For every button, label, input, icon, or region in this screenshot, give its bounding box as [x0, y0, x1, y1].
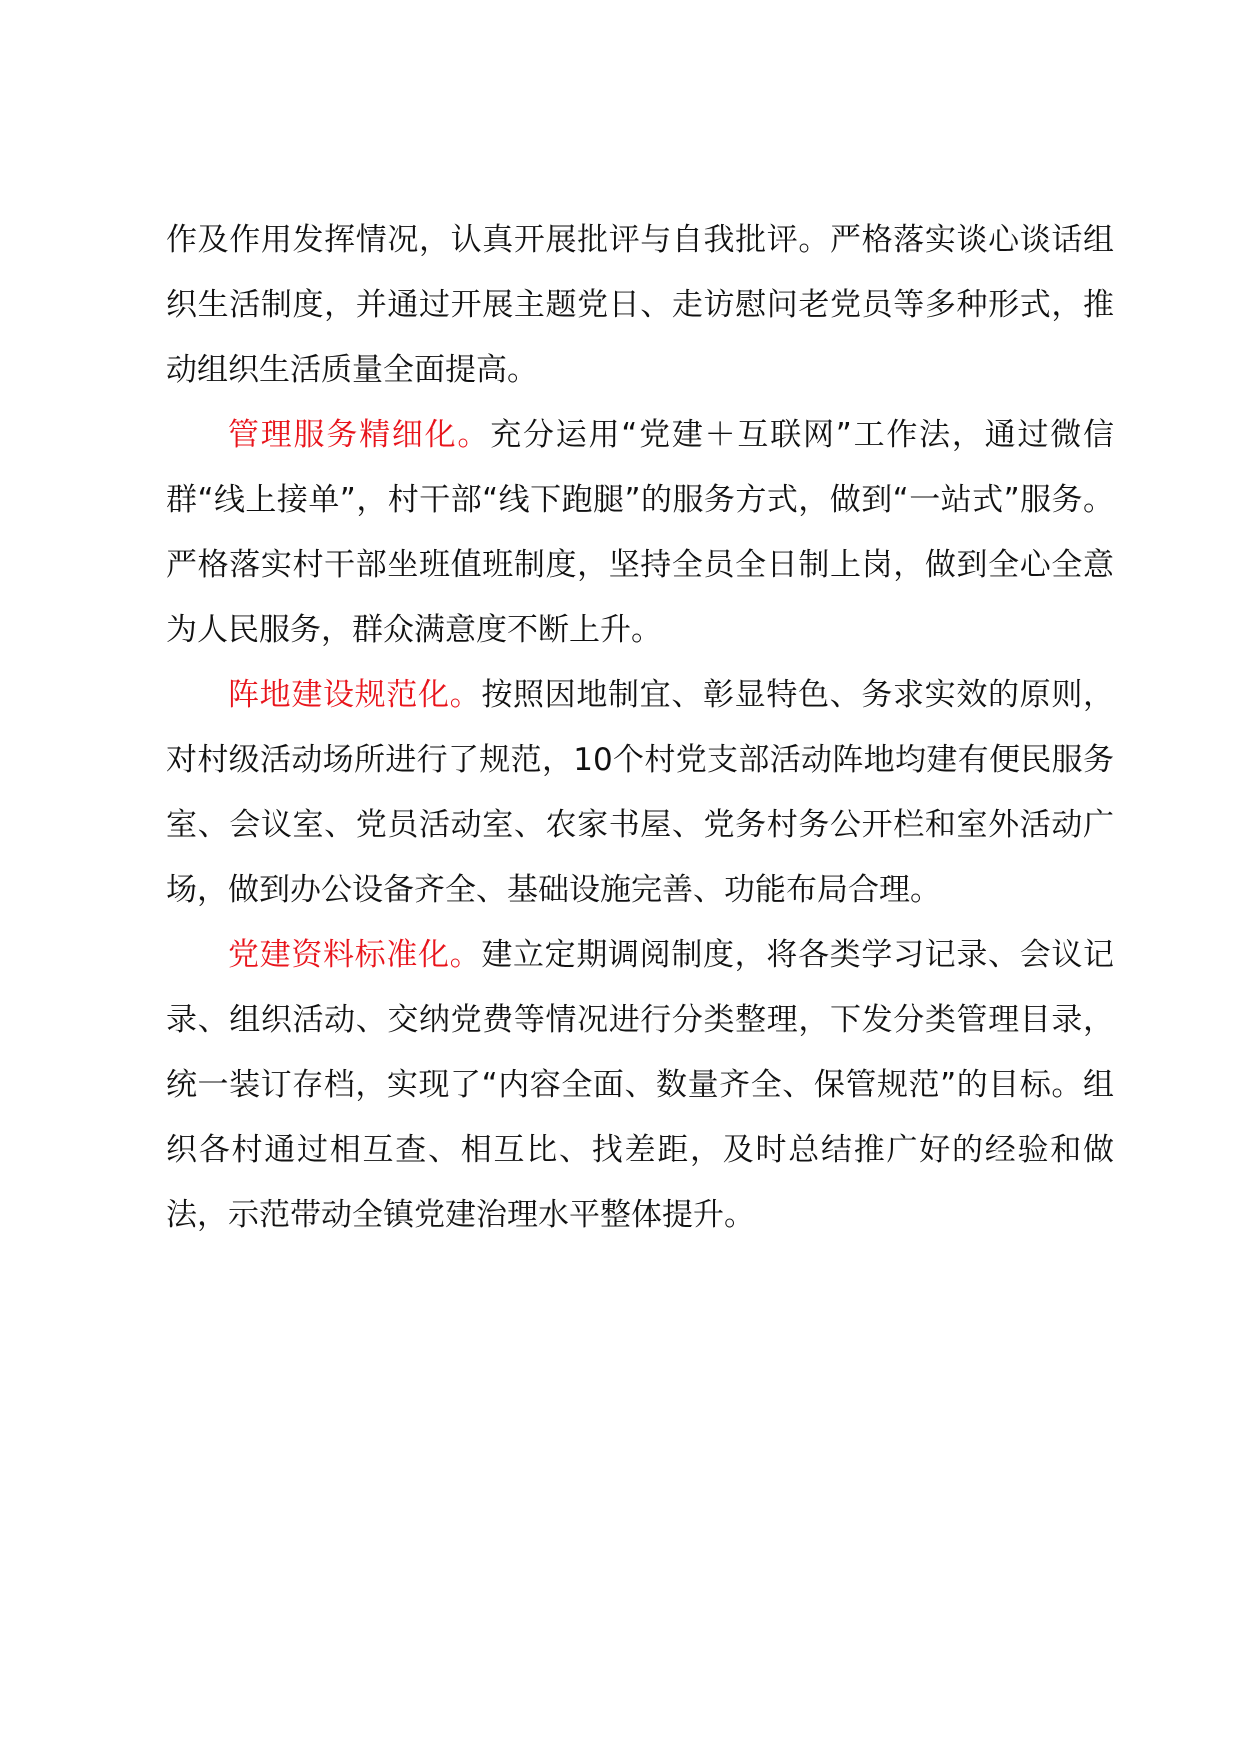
paragraph-management-service [166, 403, 1114, 663]
document-body [166, 208, 1114, 1248]
paragraph-continuation [166, 208, 1114, 403]
paragraph-text: 建立定期调阅制度，将各类学习记录、会议记录、组织活动、交纳党费等情况进行分类整理，下发分类管理目录，统一装订存档，实现了“内容全面、数量齐全、保管规范”的目标。组织各村通过相互查、相互比、找差距，及时总结推广好的经验和做法，示范带动全镇党建治理水平整体提升。 [166, 937, 1115, 1233]
paragraph-position-construction [166, 663, 1114, 923]
paragraph-heading: 党建资料标准化。 [228, 937, 482, 973]
paragraph-text: 充分运用“党建＋互联网”工作法，通过微信群“线上接单”，村干部“线下跑腿”的服务方式，做到“一站式”服务。严格落实村干部坐班值班制度，坚持全员全日制上岗，做到全心全意为人民服务，群众满意度不断上升。 [166, 417, 1114, 648]
paragraph-heading: 阵地建设规范化。 [228, 677, 482, 713]
paragraph-heading: 管理服务精细化。 [228, 417, 491, 453]
paragraph-party-materials [166, 923, 1114, 1248]
paragraph-text: 按照因地制宜、彰显特色、务求实效的原则，对村级活动场所进行了规范，10个村党支部活动阵地均建有便民服务室、会议室、党员活动室、农家书屋、党务村务公开栏和室外活动广场，做到办公设备齐全、基础设施完善、功能布局合理。 [166, 677, 1115, 908]
paragraph-text: 作及作用发挥情况，认真开展批评与自我批评。严格落实谈心谈话组织生活制度，并通过开展主题党日、走访慰问老党员等多种形式，推动组织生活质量全面提高。 [166, 222, 1114, 388]
